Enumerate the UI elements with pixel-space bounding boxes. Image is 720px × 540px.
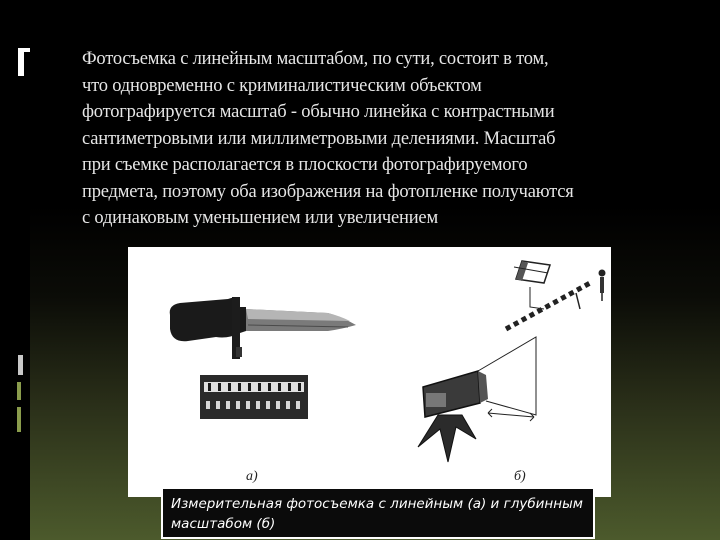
person-icon <box>599 270 606 302</box>
decor-mark <box>18 355 23 375</box>
house-illustration <box>514 261 550 309</box>
figure-image <box>128 247 611 497</box>
decor-mark <box>18 48 24 76</box>
decor-mark <box>17 407 21 432</box>
figure-caption: Измерительная фотосъемка с линейным (а) и глубинным масштабом (б) <box>161 487 595 539</box>
figure-label-a: а) <box>246 469 258 484</box>
figure-drawing <box>128 247 611 497</box>
decor-mark <box>20 48 30 52</box>
decor-mark <box>17 382 21 400</box>
left-decor-bar <box>0 0 30 540</box>
camera-tripod-illustration <box>418 337 536 462</box>
ruler-scale-illustration <box>200 375 308 419</box>
slide-body-text: Фотосъемка с линейным масштабом, по сути, состоит в том, что одновременно с криминалистическим объектом фотографируется масштаб - обычно линейка с контрастными сантиметровыми или миллиметровыми делениями. Масштаб при съемке располагается в плоскости фотографируемого предмета, поэтому оба изображения на фотопленке получаются с одинаковым уменьшением или увеличением <box>82 49 574 228</box>
figure-label-b: б) <box>514 469 526 484</box>
knife-illustration <box>170 297 356 359</box>
depth-scale-illustration <box>506 283 590 329</box>
